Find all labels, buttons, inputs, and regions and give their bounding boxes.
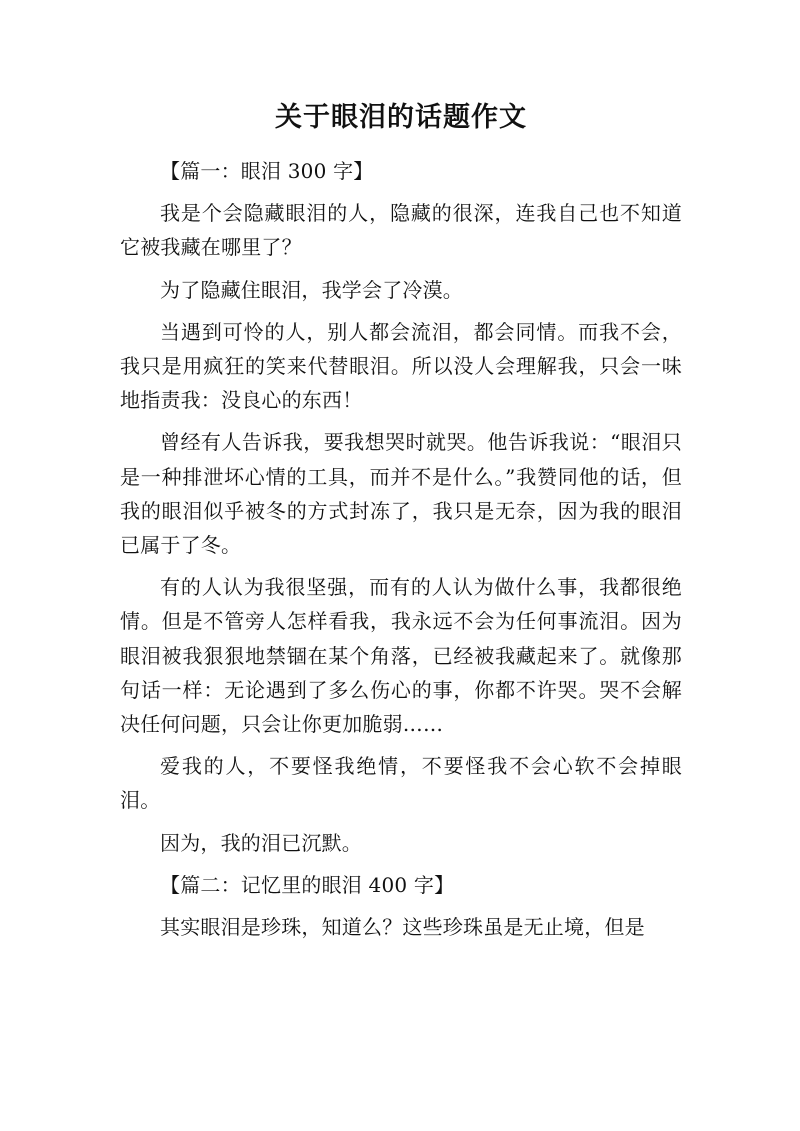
paragraph: 我是个会隐藏眼泪的人，隐藏的很深，连我自己也不知道它被我藏在哪里了？: [120, 201, 682, 260]
paragraph: 当遇到可怜的人，别人都会流泪，都会同情。而我不会，我只是用疯狂的笑来代替眼泪。所以没人会理解我，只会一味地指责我：没良心的东西！: [120, 319, 682, 413]
paragraph: 有的人认为我很坚强，而有的人认为做什么事，我都很绝情。但是不管旁人怎样看我，我永远不会为任何事流泪。因为眼泪被我狠狠地禁锢在某个角落，已经被我藏起来了。就像那句话一样：无论遇到了多么伤心的事，你都不许哭。哭不会解决任何问题，只会让你更加脆弱……: [120, 575, 682, 737]
section-heading-1: 【篇一：眼泪 300 字】: [160, 159, 374, 183]
document-title: 关于眼泪的话题作文: [275, 102, 527, 133]
section-heading-2: 【篇二：记忆里的眼泪 400 字】: [160, 872, 455, 897]
paragraph: 其实眼泪是珍珠，知道么？这些珍珠虽是无止境，但是: [160, 915, 645, 940]
paragraph: 爱我的人，不要怪我绝情，不要怪我不会心软不会掉眼泪。: [120, 754, 682, 813]
paragraph: 曾经有人告诉我，要我想哭时就哭。他告诉我说：“眼泪只是一种排泄坏心情的工具，而并不是什么。”我赞同他的话，但我的眼泪似乎被冬的方式封冻了，我只是无奈，因为我的眼泪已属于了冬。: [120, 430, 682, 558]
paragraph: 因为，我的泪已沉默。: [160, 830, 362, 855]
paragraph: 为了隐藏住眼泪，我学会了冷漠。: [160, 277, 463, 302]
document-body: [120, 154, 682, 944]
